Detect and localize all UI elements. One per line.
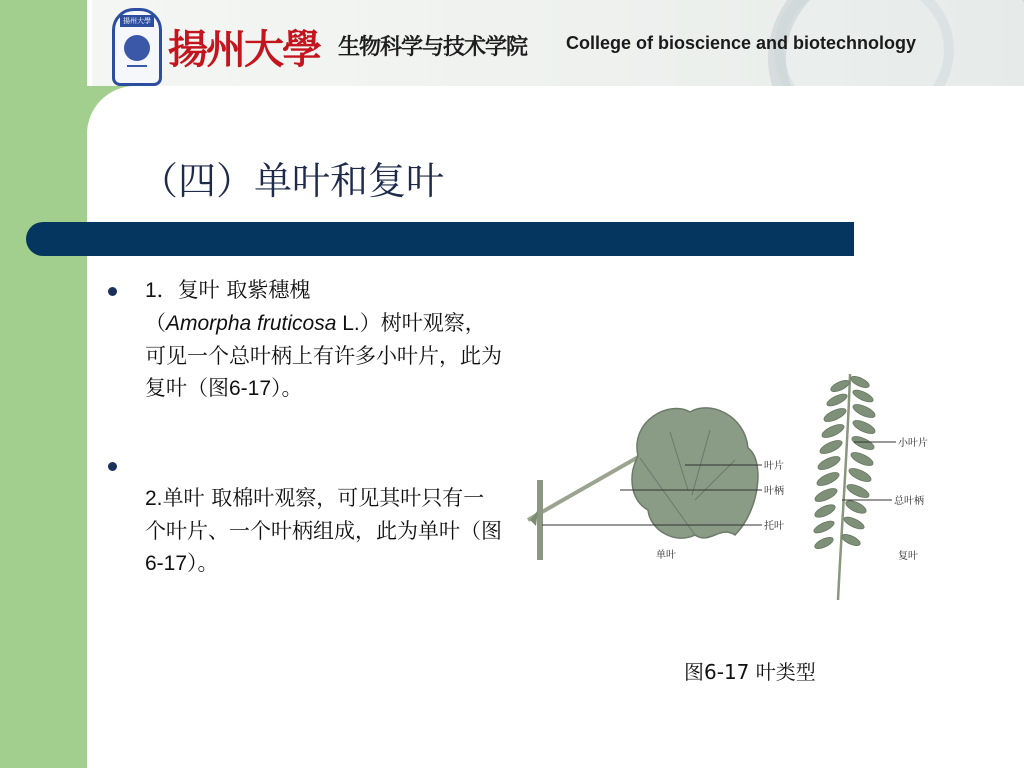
seal-emblem [124,35,150,61]
label-rachis: 总叶柄 [894,496,924,507]
bullet-body: 叶观察，可见一个总叶柄上有许多小叶片，此为复叶（图 [145,311,502,400]
university-name: 揚州大學 [168,26,320,73]
figure-caption: 图6-17 叶类型 [684,660,816,684]
title-underline-bar [26,222,854,256]
college-name-cn: 生物科学与技术学院 [338,35,528,60]
bullet-dot [108,462,117,471]
slide-title: （四）单叶和复叶 [140,159,445,203]
paren-close: ）树 [359,311,402,335]
bullet-text-compound [145,274,505,405]
bullet-number: 1． [145,279,178,302]
scientific-name: Amorpha fruticosa [166,312,337,335]
label-blade: 叶片 [764,461,784,472]
compound-leaf-caption: 复叶 [898,551,918,562]
bullet-end: ）。 [187,551,219,575]
bullet-heading: 复叶 取紫穗槐 [177,278,311,302]
left-green-strip [0,0,87,768]
bullet-text-simple [145,482,505,580]
college-name-en: College of bioscience and biotechnology [566,33,917,53]
petiole-stem [528,456,640,520]
bullet-number: 2. [145,487,163,510]
seal-text: 揚州大學 [120,15,154,27]
scientific-author: L. [336,312,360,335]
label-petiole: 叶柄 [764,486,784,497]
leaflets [812,374,876,551]
compound-leaf-illustration [812,374,928,600]
university-seal-logo [112,8,162,86]
paren-open: （ [145,311,166,335]
label-stipule: 托叶 [764,521,784,532]
label-leaflet: 小叶片 [898,438,928,449]
simple-leaf-illustration [528,408,784,561]
seal-base [127,65,147,77]
figure-ref: 6-17 [229,377,272,400]
bullet-dot [108,287,117,296]
bullet-body: 单叶 取棉叶观察，可见其叶只有一个叶片、一个叶柄组成，此为单叶（图 [145,486,502,543]
figure-ref: 6-17 [145,552,188,575]
leaf-types-figure [520,360,940,620]
simple-leaf-caption: 单叶 [656,550,676,561]
bullet-end: ）。 [271,376,303,400]
